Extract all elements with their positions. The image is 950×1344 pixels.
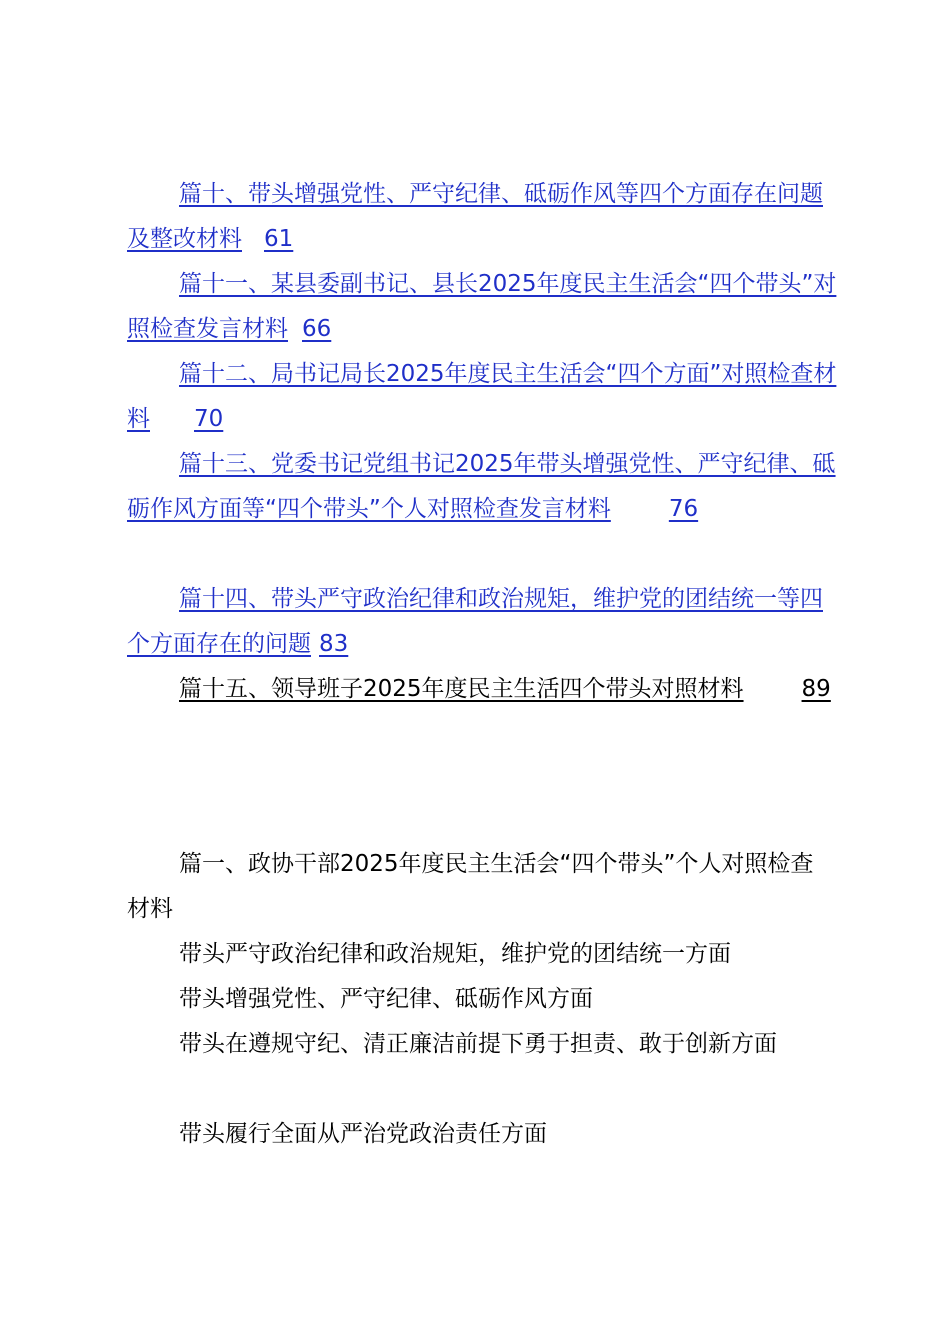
toc-page-number: 66	[302, 316, 332, 342]
toc-page-number: 61	[264, 226, 294, 252]
toc-title: 篇十一、某县委副书记、县长2025年度民主生活会“四个带头”对照检查发言材料	[127, 271, 837, 342]
toc-page-number: 70	[194, 406, 224, 432]
toc-entry-15[interactable]	[127, 667, 837, 712]
article-heading: 篇一、政协干部2025年度民主生活会“四个带头”个人对照检查材料	[127, 851, 814, 922]
toc-entry-14[interactable]	[127, 577, 837, 667]
section-heading: 带头履行全面从严治党政治责任方面	[179, 1121, 547, 1147]
toc-page-number: 89	[801, 676, 831, 702]
toc-title: 篇十五、领导班子2025年度民主生活四个带头对照材料	[179, 676, 744, 702]
section-heading: 带头严守政治纪律和政治规矩，维护党的团结统一方面	[179, 941, 731, 967]
toc-page-number: 83	[319, 631, 349, 657]
toc-entry-13[interactable]	[127, 442, 837, 532]
toc-title: 篇十二、局书记局长2025年度民主生活会“四个方面”对照检查材料	[127, 361, 837, 432]
toc-entry-10[interactable]	[127, 172, 837, 262]
toc-page-number: 76	[668, 496, 699, 522]
toc-title: 篇十四、带头严守政治纪律和政治规矩，维护党的团结统一等四个方面存在的问题	[127, 586, 823, 657]
toc-entry-12[interactable]	[127, 352, 837, 442]
section-heading: 带头在遵规守纪、清正廉洁前提下勇于担责、敢于创新方面	[179, 1031, 777, 1057]
section-heading: 带头增强党性、严守纪律、砥砺作风方面	[179, 986, 593, 1012]
toc-title: 篇十、带头增强党性、严守纪律、砥砺作风等四个方面存在问题及整改材料	[127, 181, 823, 252]
toc-entry-11[interactable]	[127, 262, 837, 352]
toc-title: 篇十三、党委书记党组书记2025年带头增强党性、严守纪律、砥砺作风方面等“四个带头”个人对照检查发言材料	[127, 451, 836, 522]
